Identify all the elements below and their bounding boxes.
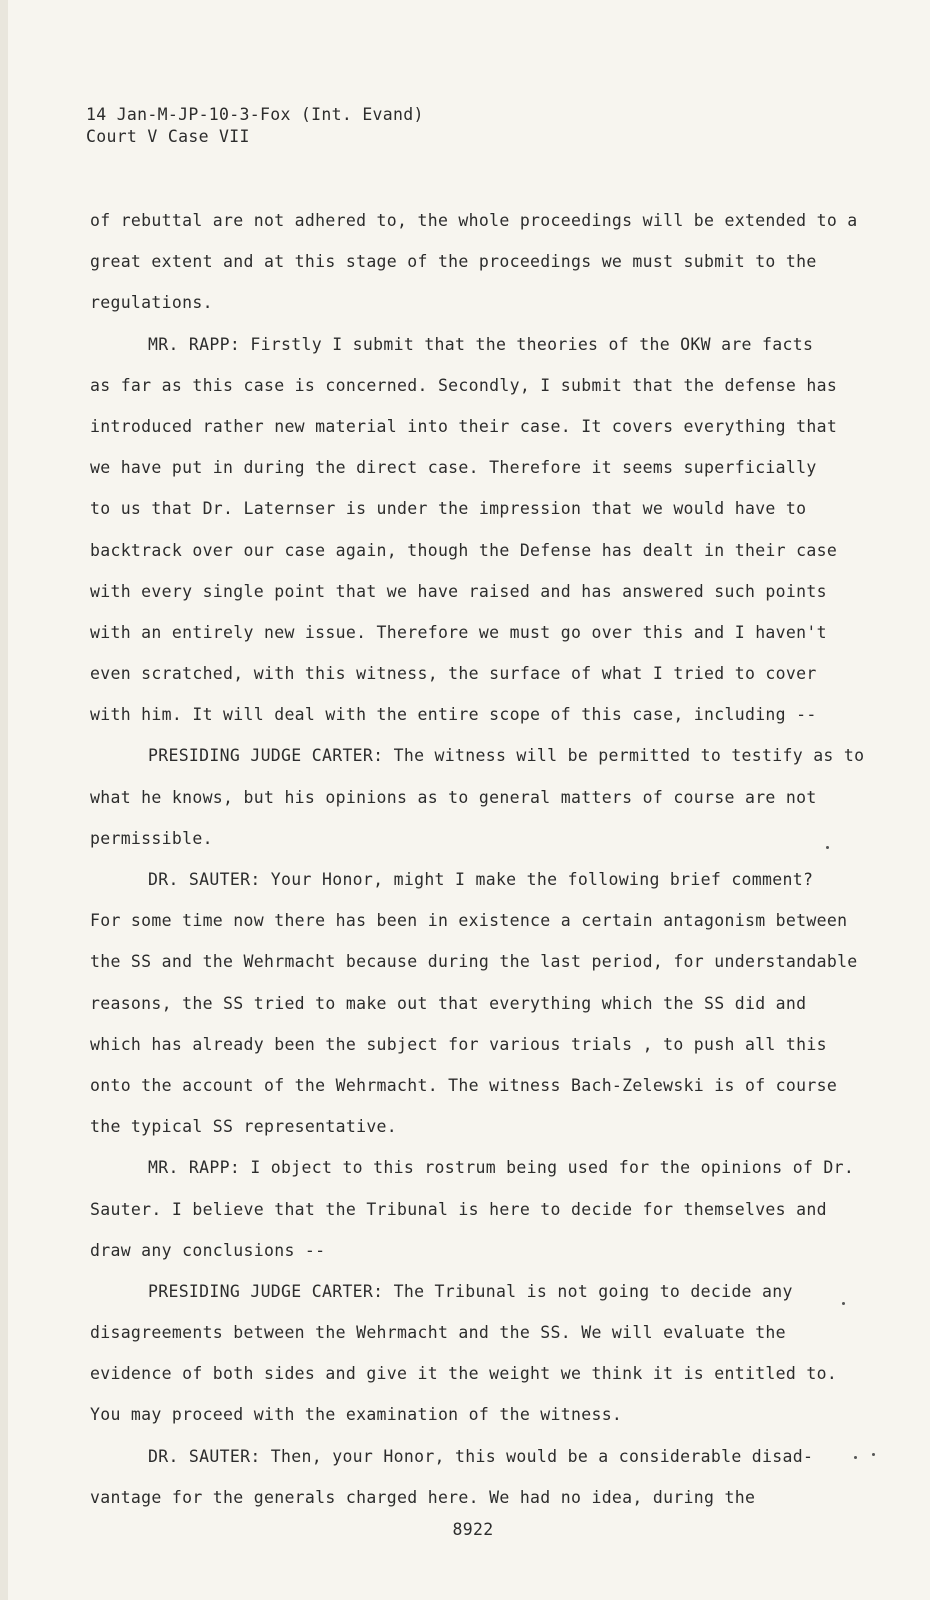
text-line: with an entirely new issue. Therefore we must go over this and I haven't bbox=[90, 622, 827, 642]
text-line: disagreements between the Wehrmacht and the SS. We will evaluate the bbox=[90, 1323, 786, 1343]
speaker-line-judge: PRESIDING JUDGE CARTER: The Tribunal is not going to decide any bbox=[148, 1281, 793, 1301]
text-line: to us that Dr. Laternser is under the impression that we would have to bbox=[90, 499, 807, 519]
text-line: reasons, the SS tried to make out that everything which the SS did and bbox=[90, 993, 807, 1013]
paper-speck bbox=[854, 1456, 857, 1459]
document-header bbox=[86, 104, 424, 148]
text-line: vantage for the generals charged here. We had no idea, during the bbox=[90, 1487, 756, 1507]
text-line: For some time now there has been in existence a certain antagonism between bbox=[90, 911, 848, 931]
page-number: 8922 bbox=[452, 1520, 494, 1539]
speaker-line-sauter: DR. SAUTER: Then, your Honor, this would be a considerable disad- bbox=[148, 1446, 814, 1466]
text-line: what he knows, but his opinions as to general matters of course are not bbox=[90, 787, 817, 807]
paper-speck bbox=[872, 1453, 875, 1456]
text-line: as far as this case is concerned. Secondly, I submit that the defense has bbox=[90, 375, 838, 395]
speaker-line-rapp: MR. RAPP: I object to this rostrum being used for the opinions of Dr. bbox=[148, 1158, 855, 1178]
text-line: with him. It will deal with the entire scope of this case, including -- bbox=[90, 705, 817, 725]
text-line: introduced rather new material into their case. It covers everything that bbox=[90, 416, 838, 436]
text-line: of rebuttal are not adhered to, the whole proceedings will be extended to a bbox=[90, 211, 858, 230]
paper-speck bbox=[826, 846, 829, 849]
text-line: onto the account of the Wehrmacht. The witness Bach-Zelewski is of course bbox=[90, 1075, 838, 1095]
text-line: You may proceed with the examination of the witness. bbox=[90, 1405, 623, 1425]
text-line: with every single point that we have raised and has answered such points bbox=[90, 581, 827, 601]
transcript-body bbox=[90, 200, 880, 1518]
text-line: evidence of both sides and give it the weight we think it is entitled to. bbox=[90, 1364, 838, 1384]
text-line: we have put in during the direct case. Therefore it seems superficially bbox=[90, 458, 817, 478]
text-line: the typical SS representative. bbox=[90, 1117, 398, 1137]
text-line: regulations. bbox=[90, 293, 213, 313]
text-line: Sauter. I believe that the Tribunal is here to decide for themselves and bbox=[90, 1199, 827, 1219]
paper-speck bbox=[842, 1302, 845, 1305]
header-reference-line: 14 Jan-M-JP-10-3-Fox (Int. Evand) bbox=[86, 105, 424, 124]
text-line: backtrack over our case again, though the Defense has dealt in their case bbox=[90, 540, 838, 560]
text-line: which has already been the subject for various trials , to push all this bbox=[90, 1034, 827, 1054]
text-line: even scratched, with this witness, the surface of what I tried to cover bbox=[90, 664, 817, 684]
speaker-line-sauter: DR. SAUTER: Your Honor, might I make the following brief comment? bbox=[148, 870, 814, 889]
header-court-line: Court V Case VII bbox=[86, 127, 250, 146]
text-line: great extent and at this stage of the proceedings we must submit to the bbox=[90, 252, 817, 272]
text-line: permissible. bbox=[90, 828, 213, 848]
text-line: the SS and the Wehrmacht because during the last period, for understandable bbox=[90, 952, 858, 972]
speaker-line-judge: PRESIDING JUDGE CARTER: The witness will be permitted to testify as to bbox=[148, 746, 865, 766]
text-line: draw any conclusions -- bbox=[90, 1240, 326, 1260]
speaker-line-rapp: MR. RAPP: Firstly I submit that the theories of the OKW are facts bbox=[148, 334, 814, 354]
